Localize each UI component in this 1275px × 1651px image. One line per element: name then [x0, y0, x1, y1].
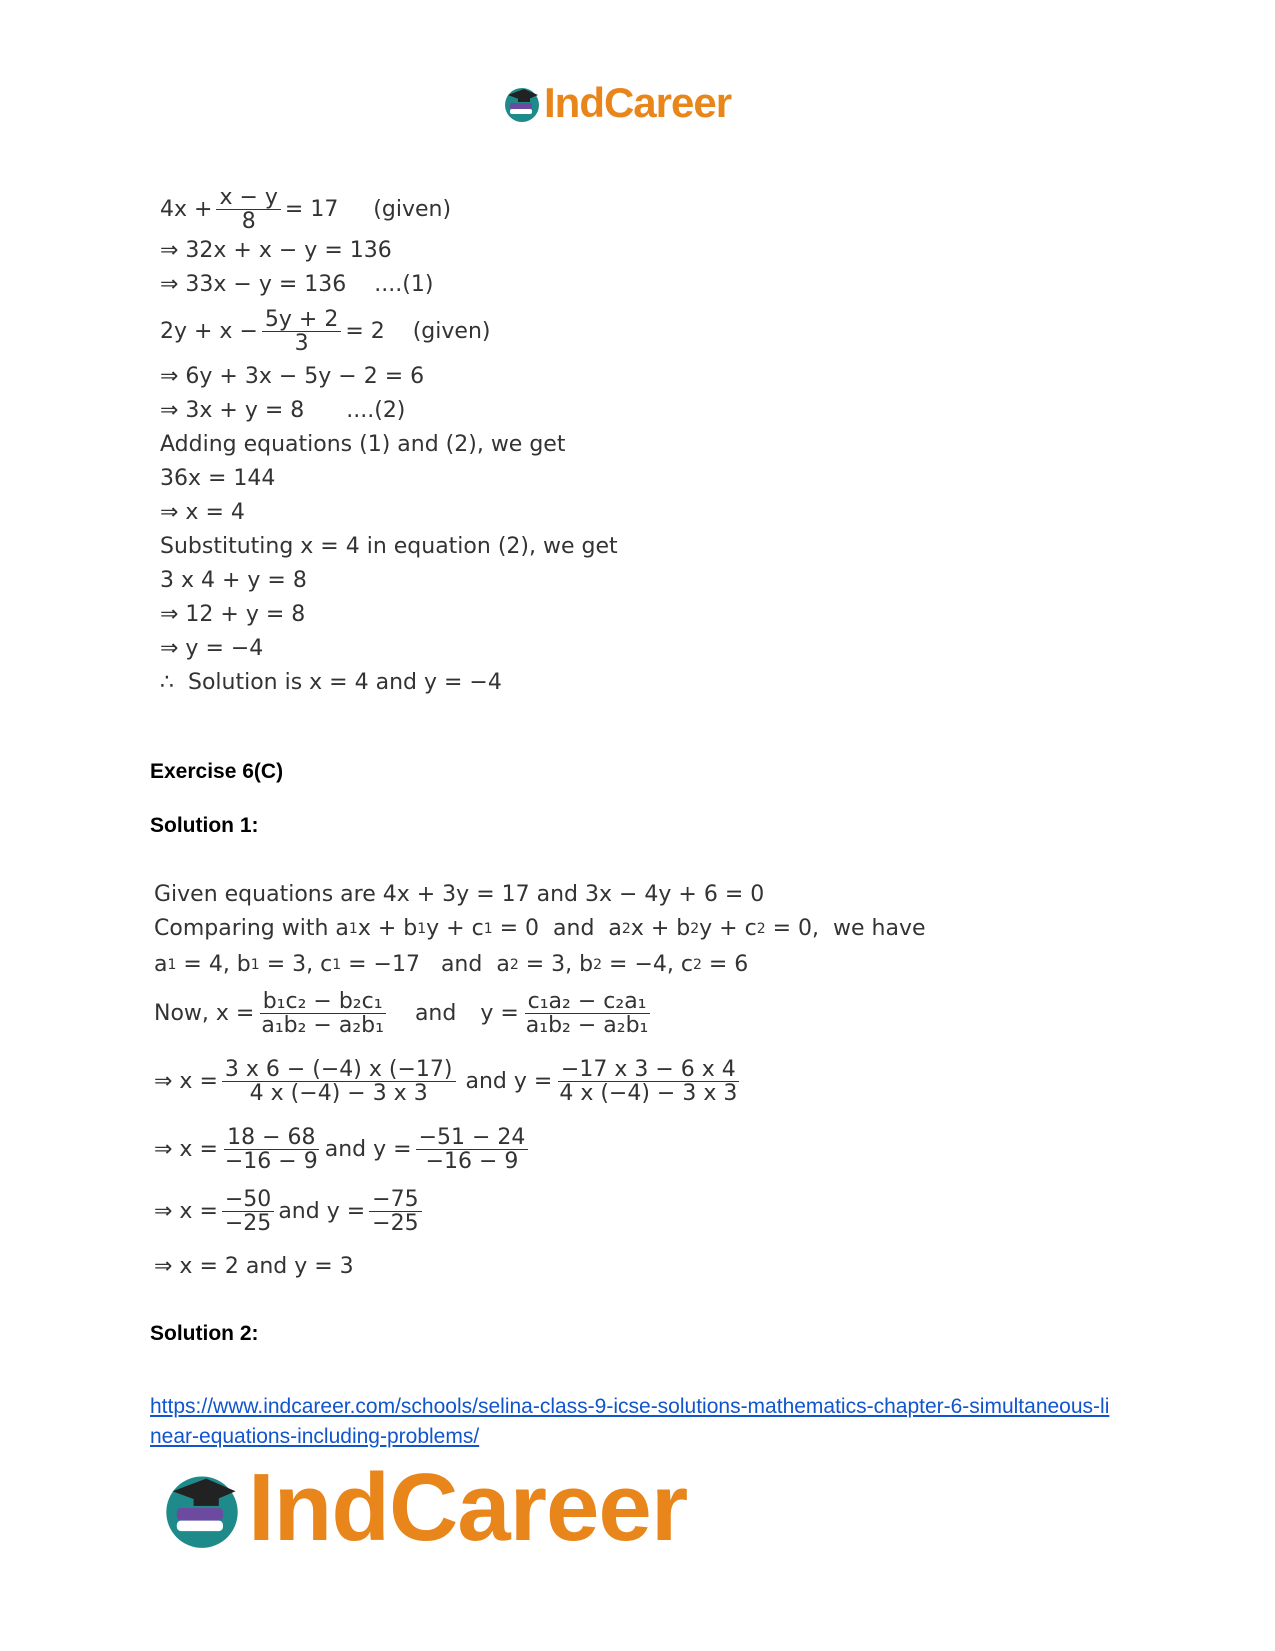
equation-line: ⇒ 12 + y = 8 — [160, 602, 306, 627]
text-line: Given equations are 4x + 3y = 17 and 3x − 4y + 6 = 0 — [154, 882, 765, 907]
graduation-cap-book-icon — [160, 1466, 244, 1550]
equation-line: 3 x 4 + y = 8 — [160, 568, 307, 593]
text-line: Adding equations (1) and (2), we get — [160, 432, 566, 457]
equation-line: 4x + $\frac{x - y}{8}$ = 17 (given) — [160, 185, 452, 235]
brand-name: IndCareer — [544, 79, 732, 126]
fraction: $\frac{-75}{-25}$ — [369, 1188, 421, 1235]
equation-line: ⇒ x = $\frac{18 - 68}{-16 - 9}$ and y = $\frac{-51 - 24}{-16 - 9}$ — [154, 1126, 532, 1173]
solution-2-heading: Solution 2: — [150, 1322, 259, 1345]
equation-line: ⇒ x = $\frac{-50}{-25}$ and y = $\frac{-75}{-25}$ — [154, 1188, 426, 1235]
fraction: $\frac{\text{c₁a₂ − c₂a₁}}{\text{a₁b₂ − a₂b₁}}$ — [525, 989, 649, 1039]
source-link[interactable]: https://www.indcareer.com/schools/selina-class-9-icse-solutions-mathematics-chapter-6-simultaneous-linear-equations-including-problems/ — [150, 1395, 1110, 1448]
brand-name: IndCareer — [248, 1454, 688, 1561]
fraction: $\frac{\text{b₁c₂ − b₂c₁}}{\text{a₁b₂ − a₂b₁}}$ — [261, 989, 384, 1039]
answer-line: ⇒ x = 2 and y = 3 — [154, 1254, 354, 1279]
fraction: $\frac{3 x 6 - (-4) x (-17)}{4 x (-4) - 3 x 3}$ — [222, 1058, 456, 1105]
fraction: $\frac{-17 x 3 - 6 x 4}{4 x (-4) - 3 x 3}$ — [559, 1057, 738, 1107]
solution-1-heading: Solution 1: — [150, 814, 259, 837]
fraction: $\frac{-50}{-25}$ — [222, 1188, 274, 1235]
graduation-cap-book-icon — [502, 83, 542, 123]
equation-line: ⇒ 6y + 3x − 5y − 2 = 6 — [160, 364, 425, 389]
text-line: Comparing with a 1 x + b 1 y + c 1 = 0 and a 2 x + b 2 y + c 2 = 0, we have — [154, 916, 926, 941]
equation-line: ⇒ y = −4 — [160, 636, 264, 661]
equation-line: ⇒ x = $\frac{3 x 6 - (-4) x (-17)}{4 x (-4) - 3 x 3}$ and y = $\frac{-17 x 3 - 6 x 4}{4 x (-4) - 3 x 3}$ — [154, 1058, 744, 1105]
fraction: $\frac{-51 - 24}{-16 - 9}$ — [416, 1126, 529, 1173]
text-line: Substituting x = 4 in equation (2), we get — [160, 534, 618, 559]
equation-line: 36x = 144 — [160, 466, 276, 491]
indcareer-logo-top — [502, 79, 732, 126]
equation-line: ⇒ 3x + y = 8 ....(2) — [160, 398, 406, 423]
exercise-heading: Exercise 6(C) — [150, 760, 284, 783]
fraction: $\frac{5y + 2}{3}$ — [262, 308, 341, 355]
equation-line: 2y + x − $\frac{5y + 2}{3}$ = 2 (given) — [160, 307, 491, 357]
equation-line: ⇒ 33x − y = 136 ....(1) — [160, 272, 434, 297]
fraction: $\frac{x - y}{8}$ — [216, 186, 280, 233]
equation-line: Now, x = $\frac{\text{b₁c₂ − b₂c₁}}{\text{a₁b₂ − a₂b₁}}$ and y = $\frac{\text{c₁a₂ − c₂a₁}}{\text{a₁b₂ − a₂b₁}}$ — [154, 990, 655, 1037]
equation-line: ⇒ 32x + x − y = 136 — [160, 238, 392, 263]
equation-line: ⇒ x = 4 — [160, 500, 245, 525]
fraction: $\frac{18 - 68}{-16 - 9}$ — [224, 1125, 318, 1175]
conclusion-line: ∴ Solution is x = 4 and y = −4 — [160, 670, 502, 695]
indcareer-logo-bottom — [160, 1454, 688, 1561]
equation-line: a 1 = 4, b 1 = 3, c 1 = −17 and a 2 = 3, b 2 = −4, c 2 = 6 — [154, 952, 749, 977]
